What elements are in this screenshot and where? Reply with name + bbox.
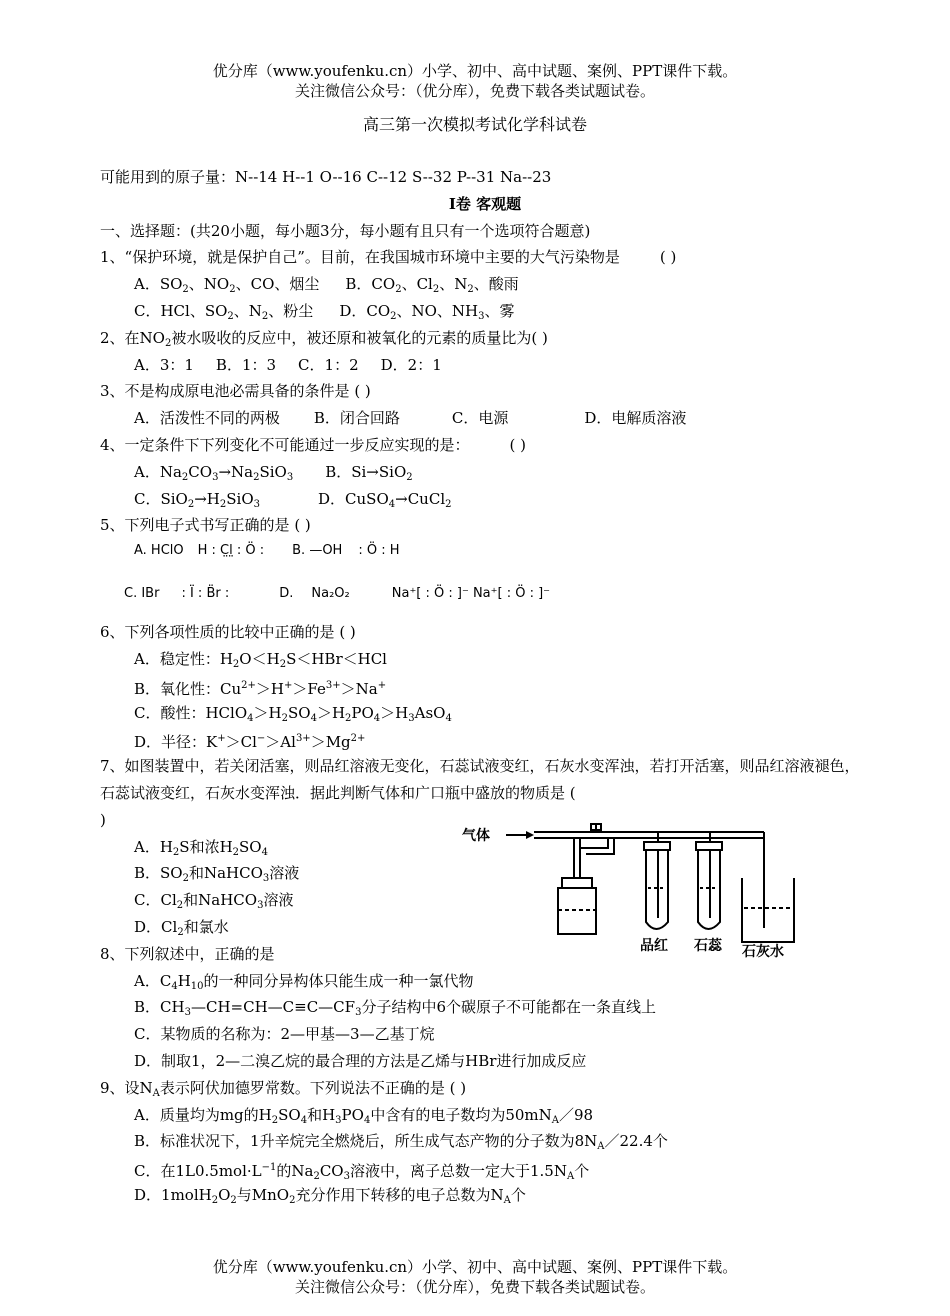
exam-body: [100, 164, 870, 1209]
q6-option-a: A．稳定性：$H_2O<H_2S<HBr<HCl$: [134, 649, 387, 670]
exam-title: 高三第一次模拟考试化学科试卷: [362, 115, 587, 134]
label-shihuishui: 石灰水: [742, 944, 784, 958]
q8-option-c: C．某物质的名称为：2—甲基—3—乙基丁烷: [134, 1025, 435, 1044]
gas-label: 气体: [462, 828, 490, 844]
question-8: 8、下列叙述中，正确的是: [100, 944, 275, 963]
q1-options-2: C．HCl、$SO_2$、$N_2$、粉尘 D．$CO_2$、NO、$NH_3$、雾: [134, 301, 515, 322]
q3-options: A．活泼性不同的两极 B．闭合回路 C．电源 D．电解质溶液: [134, 409, 687, 428]
q7-option-d: D．$Cl_2$和氯水: [134, 917, 229, 938]
q6-option-b: B．氧化性：$Cu^{2+}>H^+>Fe^{3+}>Na^+$: [134, 679, 387, 698]
q5-options-1: A. HClO H : C̤l̤ : Ö : B. —OH : Ö : H: [134, 542, 400, 558]
q9-option-d: D．$1molH_2O_2$与MnO$_2$充分作用下转移的电子总数为$N_A$个: [134, 1185, 526, 1206]
q7-option-b: B．$SO_2$和NaHCO$_3$溶液: [134, 864, 300, 885]
beaker: [742, 878, 794, 942]
label-shirui: 石蕊: [694, 938, 722, 954]
q8-option-a: A．$C_4H_{10}$的一种同分异构体只能生成一种一氯代物: [134, 971, 474, 992]
footer-line-2: 关注微信公众号：（优分库），免费下载各类试题试卷。: [294, 1278, 655, 1296]
question-7: 7、如图装置中，若关闭活塞，则品红溶液无变化，石蕊试液变红，石灰水变浑浊，若打开活塞，则品红溶液褪色，石蕊试液变红，石灰水变浑浊．据此判断气体和广口瓶中盛放的物质是 ( ): [100, 757, 860, 829]
q6-option-c: C．酸性：$HClO_4>H_2SO_4>H_2PO_4>H_3AsO_4$: [134, 703, 452, 724]
q2-options: A．3：1 B．1：3 C．1：2 D．2：1: [134, 355, 442, 374]
q9-option-a: A．质量均为mg的$H_2SO_4$和$H_3PO_4$中含有的电子数均为$50mN_A/98$: [134, 1105, 594, 1126]
question-2: 2、在$NO_2$被水吸收的反应中，被还原和被氧化的元素的质量比为( ): [100, 328, 548, 349]
q9-option-b: B．标准状况下，1升辛烷完全燃烧后，所生成气态产物的分子数为$8N_A/22.4$个: [134, 1132, 668, 1153]
q7-option-a: A．$H_2S$和浓$H_2SO_4$: [134, 837, 268, 858]
question-3: 3、不是构成原电池必需具备的条件是 ( ): [100, 382, 371, 401]
gas-arrow-head: [526, 831, 534, 839]
instructions: 一、选择题：(共20小题，每小题3分，每小题有且只有一个选项符合题意): [100, 221, 591, 240]
atomic-mass-line: 可能用到的原子量：N--14 H--1 O--16 C--12 S--32 P--31 Na--23: [100, 168, 552, 186]
question-6: 6、下列各项性质的比较中正确的是 ( ): [100, 623, 356, 642]
q8-option-d: D．制取1，2—二溴乙烷的最合理的方法是乙烯与HBr进行加成反应: [134, 1051, 587, 1070]
wide-mouth-bottle: [558, 888, 596, 934]
q8-option-b: B．$CH_3—CH=CH—C\equiv C—CF_3$分子结构中6个碳原子不可能都在一条直线上: [134, 998, 656, 1019]
q1-options-1: A．$SO_2$、$NO_2$、CO、烟尘 B．$CO_2$、$Cl_2$、$N_2$、酸雨: [134, 275, 519, 296]
question-5: 5、下列电子式书写正确的是 ( ): [100, 516, 311, 535]
q5-options-2: C. IBr : Ï : B̈r : D. Na₂O₂ Na⁺[ : Ö : ]⁻ Na⁺[ : Ö : ]⁻: [124, 585, 551, 601]
q7-apparatus-diagram: [458, 818, 798, 958]
question-9: 9、设$N_A$表示阿伏加德罗常数。下列说法不正确的是 ( ): [100, 1078, 467, 1099]
header-line-2: 关注微信公众号：（优分库），免费下载各类试题试卷。: [294, 82, 655, 100]
bottle-stopper: [562, 878, 592, 888]
label-pinhong: 品红: [640, 938, 668, 954]
q9-option-c: C．在$1L0.5mol\cdot L^{-1}$的$Na_2CO_3$溶液中，离子总数一定大于$1.5N_A$个: [134, 1162, 590, 1183]
header-line-1: 优分库（www.youfenku.cn）小学、初中、高中试题、案例、PPT课件下载。: [212, 62, 738, 80]
q4-options-1: A．$Na_2CO_3\to Na_2SiO_3$ B．Si→SiO$_2$: [134, 462, 413, 483]
question-1: 1、“保护环境，就是保护自己”。目前，在我国城市环境中主要的大气污染物是 ( ): [100, 248, 677, 267]
section-heading: Ⅰ卷 客观题: [448, 194, 522, 213]
q6-option-d: D．半径：$K^+>Cl^->Al^{3+}>Mg^{2+}$: [134, 733, 366, 752]
apparatus-svg: [458, 818, 798, 958]
q4-options-2: C．$SiO_2\to H_2SiO_3$ D．CuSO$_4$→CuCl$_2$: [134, 489, 452, 510]
footer-line-1: 优分库（www.youfenku.cn）小学、初中、高中试题、案例、PPT课件下载。: [212, 1258, 738, 1276]
q7-option-c: C．$Cl_2$和NaHCO$_3$溶液: [134, 891, 294, 912]
question-4: 4、一定条件下下列变化不可能通过一步反应实现的是： ( ): [100, 435, 527, 454]
